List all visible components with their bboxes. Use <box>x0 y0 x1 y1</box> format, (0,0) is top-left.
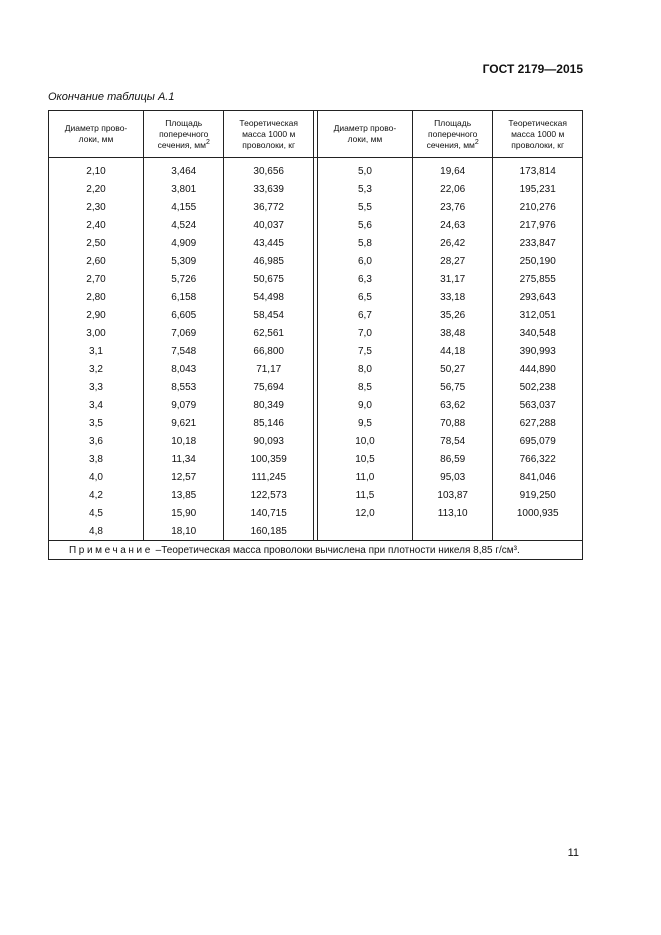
column-header-line: сечения, мм <box>426 139 475 150</box>
table-cell: 33,18 <box>412 288 492 306</box>
table-cell: 122,573 <box>224 486 313 504</box>
table-cell: 7,5 <box>317 342 412 360</box>
table-cell: 9,0 <box>317 396 412 414</box>
table-row <box>49 158 583 181</box>
table-cell: 26,42 <box>412 234 492 252</box>
table-cell: 44,18 <box>412 342 492 360</box>
table-note-row <box>49 541 583 560</box>
table-row <box>49 252 583 270</box>
table-cell: 8,043 <box>144 360 224 378</box>
table-cell: 4,909 <box>144 234 224 252</box>
note-text: –Теоретическая масса проволоки вычислена при плотности никеля 8,85 г/см³. <box>152 544 520 556</box>
table-row <box>49 306 583 324</box>
table-cell: 63,62 <box>412 396 492 414</box>
column-header-line: проволоки, кг <box>511 139 565 150</box>
column-header-line: проволоки, кг <box>242 139 296 150</box>
table-cell: 75,694 <box>224 378 313 396</box>
table-cell: 30,656 <box>224 158 313 181</box>
table-cell: 2,10 <box>49 158 144 181</box>
table-cell: 5,726 <box>144 270 224 288</box>
table-cell: 919,250 <box>493 486 583 504</box>
table-row <box>49 270 583 288</box>
table-cell: 3,6 <box>49 432 144 450</box>
table-cell: 4,524 <box>144 216 224 234</box>
table-cell: 195,231 <box>493 180 583 198</box>
table-cell: 444,890 <box>493 360 583 378</box>
table-cell: 5,8 <box>317 234 412 252</box>
table-cell: 10,5 <box>317 450 412 468</box>
table-cell: 695,079 <box>493 432 583 450</box>
table-cell: 563,037 <box>493 396 583 414</box>
table-cell: 2,20 <box>49 180 144 198</box>
wire-mass-table <box>48 110 583 560</box>
table-cell: 7,0 <box>317 324 412 342</box>
table-cell: 2,50 <box>49 234 144 252</box>
table-cell: 28,27 <box>412 252 492 270</box>
note-label: Примечание <box>69 544 153 556</box>
table-cell: 3,801 <box>144 180 224 198</box>
table-cell: 4,8 <box>49 522 144 541</box>
table-cell: 3,4 <box>49 396 144 414</box>
table-cell: 390,993 <box>493 342 583 360</box>
table-cell: 9,079 <box>144 396 224 414</box>
page-number: 11 <box>567 847 579 859</box>
table-cell: 5,309 <box>144 252 224 270</box>
table-cell <box>493 522 583 541</box>
table-cell: 1000,935 <box>493 504 583 522</box>
column-header-line: Диаметр прово- <box>64 123 128 133</box>
table-cell: 18,10 <box>144 522 224 541</box>
table-cell: 6,158 <box>144 288 224 306</box>
table-cell: 86,59 <box>412 450 492 468</box>
table-cell: 4,155 <box>144 198 224 216</box>
table-cell: 6,605 <box>144 306 224 324</box>
table-cell: 70,88 <box>412 414 492 432</box>
table-cell: 12,0 <box>317 504 412 522</box>
column-header-line: поперечного <box>428 128 478 139</box>
table-cell: 100,359 <box>224 450 313 468</box>
table-cell: 8,5 <box>317 378 412 396</box>
table-cell: 2,30 <box>49 198 144 216</box>
table-cell: 3,2 <box>49 360 144 378</box>
table-cell: 8,553 <box>144 378 224 396</box>
column-header-line: Площадь <box>165 117 203 128</box>
table-body <box>49 158 583 560</box>
table-cell: 4,2 <box>49 486 144 504</box>
table-cell: 6,5 <box>317 288 412 306</box>
table-cell: 31,17 <box>412 270 492 288</box>
table-row <box>49 216 583 234</box>
table-cell: 38,48 <box>412 324 492 342</box>
table-cell: 173,814 <box>493 158 583 181</box>
table-cell: 11,34 <box>144 450 224 468</box>
table-cell: 46,985 <box>224 252 313 270</box>
table-row <box>49 288 583 306</box>
table-cell: 6,0 <box>317 252 412 270</box>
column-header <box>493 111 583 158</box>
table-cell: 80,349 <box>224 396 313 414</box>
column-header-line: Теоретическая <box>239 117 299 128</box>
table-cell <box>412 522 492 541</box>
column-header <box>49 111 144 158</box>
table-header-row <box>49 111 583 158</box>
standard-code: ГОСТ 2179—2015 <box>482 62 583 76</box>
table-cell: 3,8 <box>49 450 144 468</box>
table-cell: 841,046 <box>493 468 583 486</box>
table-cell: 62,561 <box>224 324 313 342</box>
table-cell: 9,5 <box>317 414 412 432</box>
table-row <box>49 378 583 396</box>
table-cell: 4,0 <box>49 468 144 486</box>
table-cell: 140,715 <box>224 504 313 522</box>
table-cell: 10,0 <box>317 432 412 450</box>
table-row <box>49 324 583 342</box>
table-cell: 2,60 <box>49 252 144 270</box>
table-cell: 2,70 <box>49 270 144 288</box>
table-row <box>49 522 583 541</box>
table-cell: 23,76 <box>412 198 492 216</box>
table-row <box>49 180 583 198</box>
table-row <box>49 468 583 486</box>
table-cell: 22,06 <box>412 180 492 198</box>
column-header-line: масса 1000 м <box>242 128 296 139</box>
column-header <box>317 111 412 158</box>
table-cell: 3,464 <box>144 158 224 181</box>
column-header-line: масса 1000 м <box>511 128 565 139</box>
table-cell: 627,288 <box>493 414 583 432</box>
column-header-line: сечения, мм <box>157 139 206 150</box>
table-header <box>49 111 583 158</box>
table-cell: 50,675 <box>224 270 313 288</box>
table-cell: 250,190 <box>493 252 583 270</box>
table-cell: 5,5 <box>317 198 412 216</box>
table-cell: 10,18 <box>144 432 224 450</box>
table-cell: 66,800 <box>224 342 313 360</box>
table-cell: 85,146 <box>224 414 313 432</box>
table-cell: 113,10 <box>412 504 492 522</box>
table-row <box>49 360 583 378</box>
table-cell: 233,847 <box>493 234 583 252</box>
table-cell: 24,63 <box>412 216 492 234</box>
table-row <box>49 486 583 504</box>
table-cell: 19,64 <box>412 158 492 181</box>
table-cell: 2,90 <box>49 306 144 324</box>
table-cell: 95,03 <box>412 468 492 486</box>
table-cell: 502,238 <box>493 378 583 396</box>
table-row <box>49 450 583 468</box>
table-cell: 293,643 <box>493 288 583 306</box>
table-cell: 6,7 <box>317 306 412 324</box>
column-header-line: поперечного <box>159 128 209 139</box>
table-cell: 5,3 <box>317 180 412 198</box>
table-cell: 54,498 <box>224 288 313 306</box>
table-cell: 3,5 <box>49 414 144 432</box>
table-cell: 7,069 <box>144 324 224 342</box>
table-cell: 35,26 <box>412 306 492 324</box>
table-cell: 766,322 <box>493 450 583 468</box>
table-row <box>49 396 583 414</box>
table-cell: 71,17 <box>224 360 313 378</box>
table-cell <box>317 522 412 541</box>
column-header-line: Площадь <box>434 117 472 128</box>
table-row <box>49 432 583 450</box>
table-row <box>49 342 583 360</box>
table-cell: 9,621 <box>144 414 224 432</box>
table-cell: 3,3 <box>49 378 144 396</box>
table-cell: 7,548 <box>144 342 224 360</box>
unit-superscript: 2 <box>474 138 479 146</box>
table-cell: 217,976 <box>493 216 583 234</box>
table-cell: 103,87 <box>412 486 492 504</box>
column-header-line: Диаметр прово- <box>333 123 397 133</box>
table-cell: 3,1 <box>49 342 144 360</box>
table-row <box>49 198 583 216</box>
table-cell: 340,548 <box>493 324 583 342</box>
table-cell: 90,093 <box>224 432 313 450</box>
table-cell: 8,0 <box>317 360 412 378</box>
table-row <box>49 504 583 522</box>
table-cell: 13,85 <box>144 486 224 504</box>
column-header <box>224 111 313 158</box>
table-cell: 50,27 <box>412 360 492 378</box>
table-cell: 56,75 <box>412 378 492 396</box>
table-row <box>49 414 583 432</box>
table-cell: 43,445 <box>224 234 313 252</box>
unit-superscript: 2 <box>205 138 210 146</box>
table-cell: 275,855 <box>493 270 583 288</box>
table-cell: 160,185 <box>224 522 313 541</box>
column-header-line: Теоретическая <box>508 117 568 128</box>
table-cell: 33,639 <box>224 180 313 198</box>
table-cell: 210,276 <box>493 198 583 216</box>
table-cell: 312,051 <box>493 306 583 324</box>
table-cell: 12,57 <box>144 468 224 486</box>
table-cell: 2,40 <box>49 216 144 234</box>
table-cell: 11,5 <box>317 486 412 504</box>
table-cell: 36,772 <box>224 198 313 216</box>
table-row <box>49 234 583 252</box>
table-cell: 40,037 <box>224 216 313 234</box>
table-cell: 15,90 <box>144 504 224 522</box>
table-cell: 5,0 <box>317 158 412 181</box>
table-cell: 3,00 <box>49 324 144 342</box>
column-header-line: локи, мм <box>347 134 383 144</box>
column-header-line: локи, мм <box>78 134 114 144</box>
table-cell: 78,54 <box>412 432 492 450</box>
column-header <box>144 111 224 158</box>
column-header <box>412 111 492 158</box>
table-cell: 11,0 <box>317 468 412 486</box>
table-cell: 4,5 <box>49 504 144 522</box>
table-cell: 2,80 <box>49 288 144 306</box>
table-cell: 5,6 <box>317 216 412 234</box>
table-caption: Окончание таблицы А.1 <box>48 91 175 103</box>
table-note <box>49 541 583 560</box>
table-cell: 58,454 <box>224 306 313 324</box>
table-cell: 6,3 <box>317 270 412 288</box>
table-cell: 111,245 <box>224 468 313 486</box>
